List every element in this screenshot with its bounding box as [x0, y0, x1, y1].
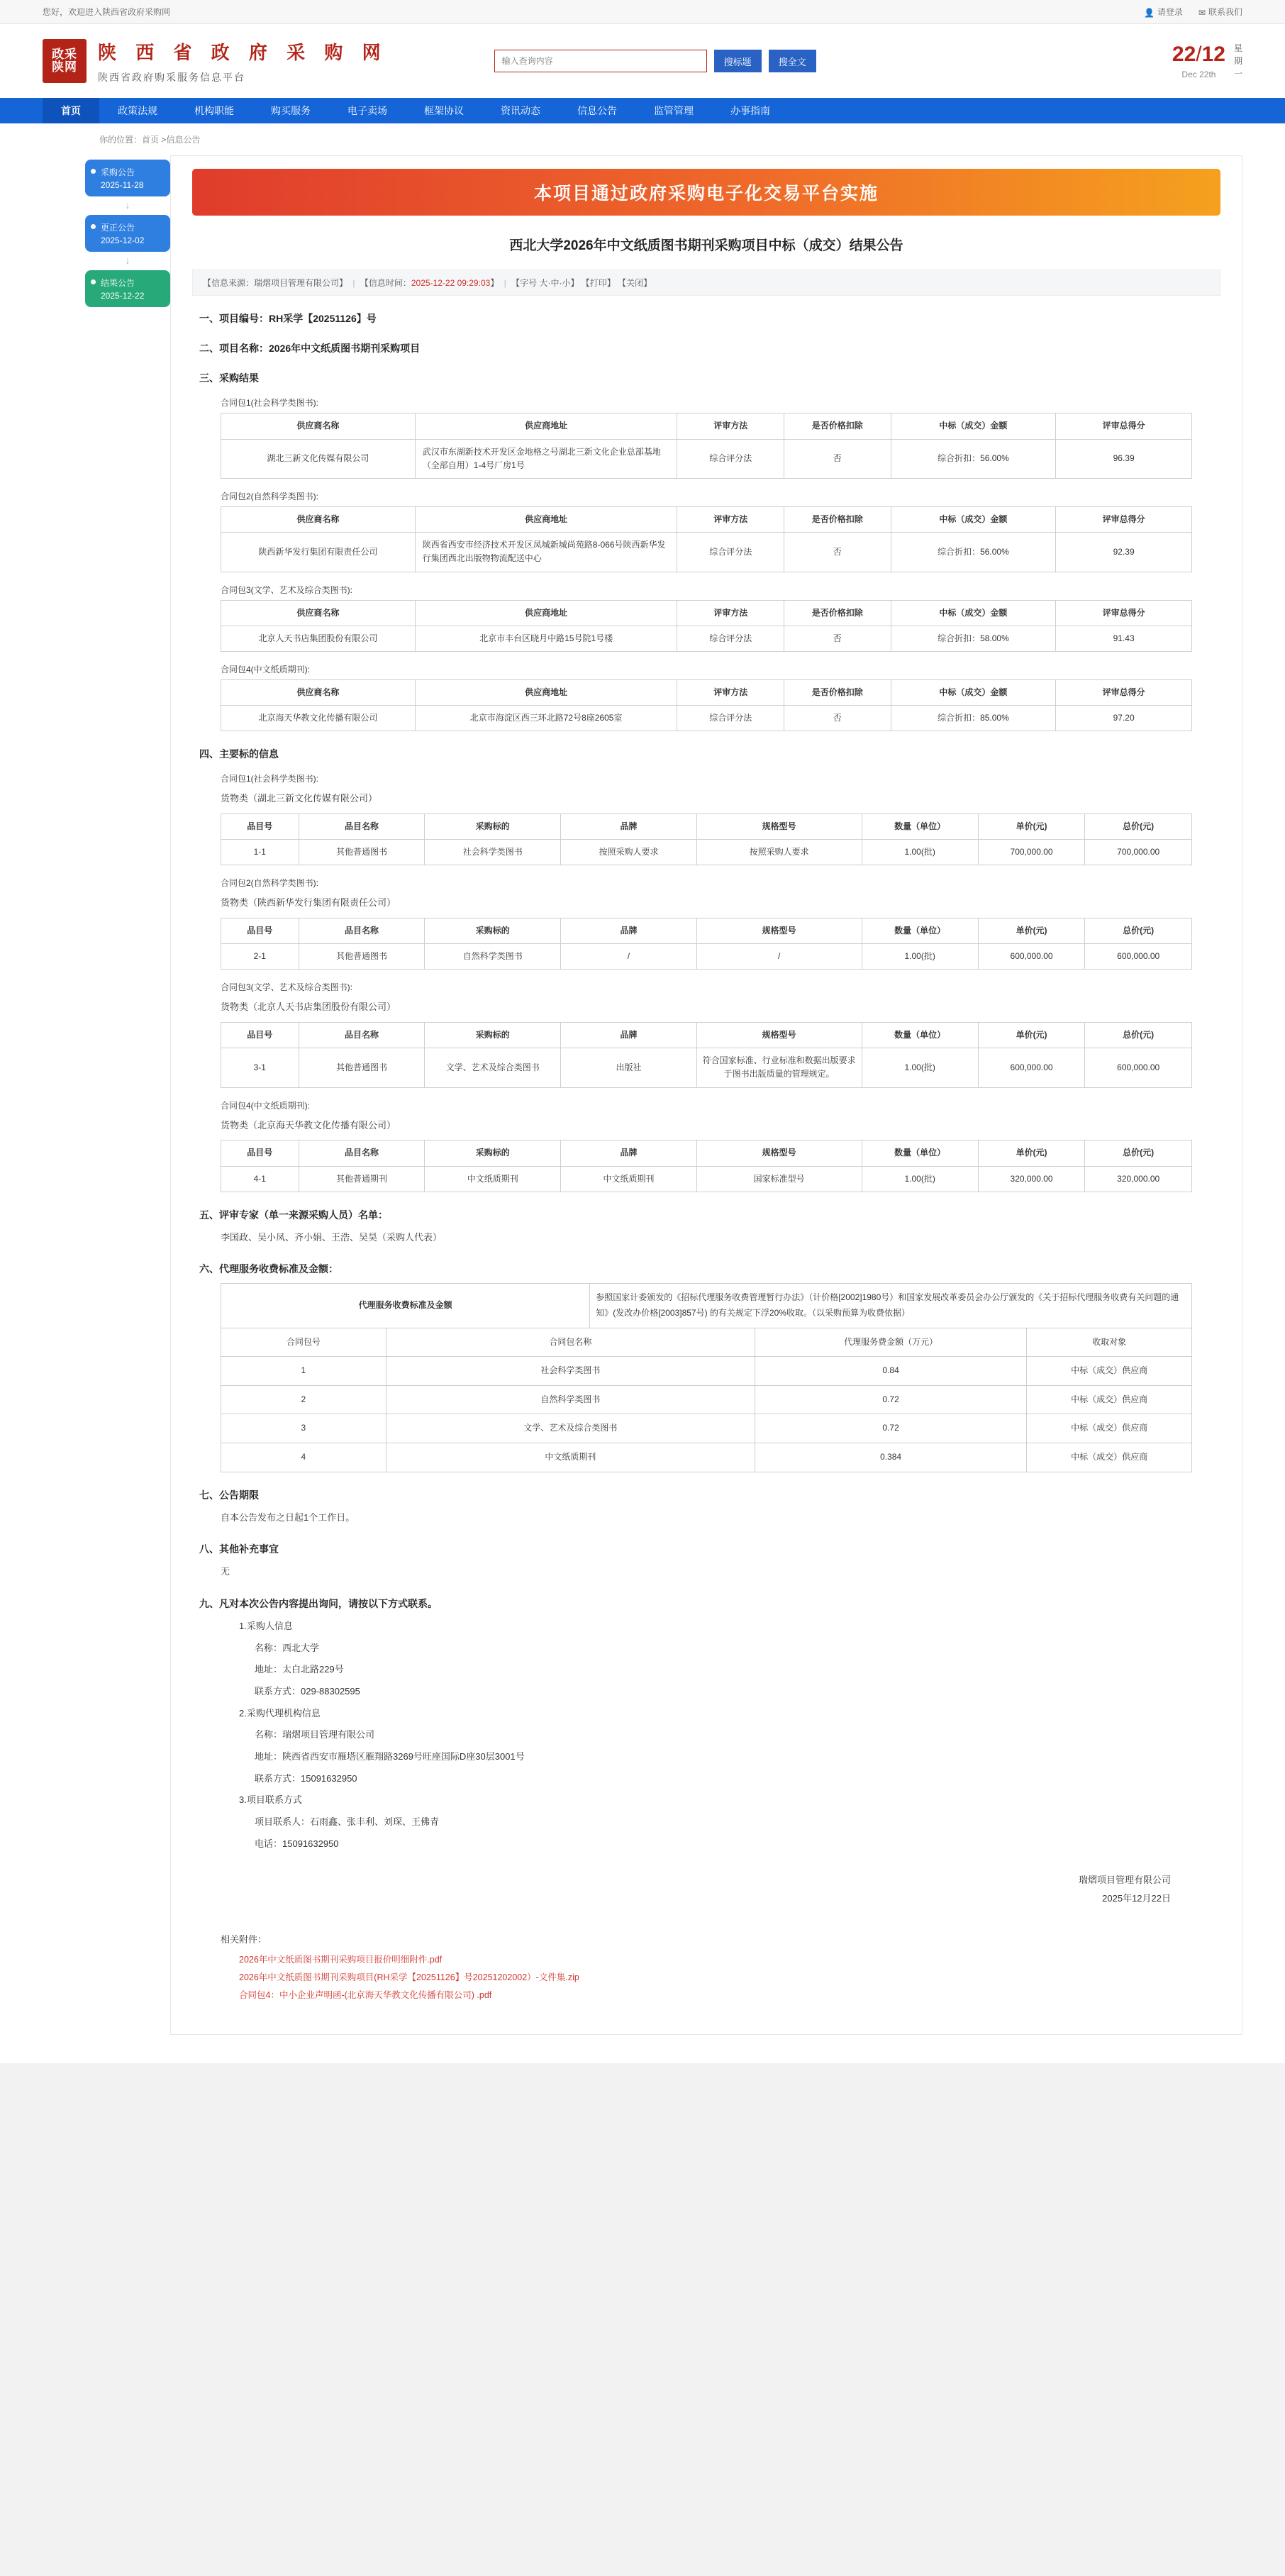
- agency-tel: 联系方式：15091632950: [255, 1772, 357, 1784]
- table-row: [221, 1443, 1192, 1472]
- agency-fee-table: [221, 1283, 1192, 1328]
- arrow-down-icon: ↓: [125, 199, 130, 211]
- date-sub: Dec 22th: [1181, 70, 1216, 79]
- col-supplier-name: 供应商名称: [221, 506, 416, 532]
- col-quantity: 数量（单位）: [862, 814, 978, 839]
- main-nav: [0, 98, 1285, 123]
- cell-quantity: 1.00(批): [862, 944, 978, 970]
- table-row: [221, 840, 1192, 865]
- cell-price-deduction: 否: [784, 533, 891, 572]
- cell-review-method: 综合评分法: [677, 706, 784, 731]
- col-total-price: 总价(元): [1085, 1140, 1192, 1166]
- cell-package-name: 社会科学类图书: [386, 1357, 755, 1386]
- package-caption: 合同包3(文学、艺术及综合类图书):: [221, 584, 353, 595]
- col-supplier-address: 供应商地址: [415, 506, 677, 532]
- cell-spec: 国家标准型号: [696, 1166, 862, 1192]
- col-review-method: 评审方法: [677, 413, 784, 439]
- cell-price-deduction: 否: [784, 626, 891, 651]
- date-widget: [1172, 42, 1242, 80]
- cell-total-score: 92.39: [1056, 533, 1192, 572]
- cell-total-price: 320,000.00: [1085, 1166, 1192, 1192]
- contact-link[interactable]: ✉ 联系我们: [1198, 7, 1242, 18]
- col-total-score: 评审总得分: [1056, 413, 1192, 439]
- section-contact: 九、凡对本次公告内容提出询问，请按以下方式联系。: [199, 1597, 438, 1609]
- section-agency-fee: 六、代理服务收费标准及金额：: [199, 1263, 338, 1275]
- col-price-deduction: 是否价格扣除: [784, 679, 891, 705]
- cell-item-name: 其他普通图书: [299, 1048, 425, 1087]
- sidebar: [43, 155, 170, 2035]
- col-price-deduction: 是否价格扣除: [784, 413, 891, 439]
- cell-package-no: 2: [221, 1385, 386, 1414]
- cell-price-deduction: 否: [784, 439, 891, 478]
- agency-address: 地址：陕西省西安市雁塔区雁翔路3269号旺座国际D座30层3001号: [255, 1751, 525, 1762]
- nav-item-1[interactable]: 政策法规: [118, 105, 157, 116]
- login-link[interactable]: 👤 请登录: [1143, 7, 1183, 18]
- cell-brand: /: [561, 944, 697, 970]
- cell-package-name: 文学、艺术及综合类图书: [386, 1414, 755, 1443]
- table-header-row: [221, 506, 1192, 532]
- col-procurement-target: 采购标的: [425, 1023, 561, 1048]
- meta-source-value: 瑞熠项目管理有限公司: [254, 278, 340, 289]
- cell-item-no: 3-1: [221, 1048, 299, 1087]
- search-area: [494, 50, 816, 72]
- cell-unit-price: 700,000.00: [978, 840, 1085, 865]
- table-header-row: [221, 413, 1192, 439]
- cell-item-no: 2-1: [221, 944, 299, 970]
- section-result: 三、采购结果: [199, 372, 259, 384]
- col-fee-payer: 收取对象: [1027, 1328, 1192, 1357]
- week-value: 期: [1233, 56, 1242, 66]
- col-spec: 规格型号: [696, 814, 862, 839]
- attachment-link-3[interactable]: 合同包4：中小企业声明函-(北京海天华教文化传播有限公司) .pdf: [239, 1990, 492, 2001]
- cell-fee-payer: 中标（成交）供应商: [1027, 1414, 1192, 1443]
- cell-fee-payer: 中标（成交）供应商: [1027, 1357, 1192, 1386]
- envelope-icon: ✉: [1198, 7, 1206, 18]
- cell-procurement-target: 中文纸质期刊: [425, 1166, 561, 1192]
- col-supplier-address: 供应商地址: [415, 600, 677, 626]
- cell-package-name: 中文纸质期刊: [386, 1443, 755, 1472]
- table-row: [221, 626, 1192, 651]
- nav-item-9[interactable]: 办事指南: [730, 105, 770, 116]
- col-unit-price: 单价(元): [978, 814, 1085, 839]
- week-label: 星: [1233, 43, 1242, 53]
- cell-package-name: 自然科学类图书: [386, 1385, 755, 1414]
- cell-brand: 出版社: [561, 1048, 697, 1087]
- date-slash: /: [1196, 43, 1202, 66]
- promo-banner: 本项目通过政府采购电子化交易平台实施: [192, 169, 1220, 216]
- col-item-no: 品目号: [221, 814, 299, 839]
- cell-quantity: 1.00(批): [862, 1166, 978, 1192]
- bullet-icon: [91, 224, 96, 229]
- cell-supplier-name: 湖北三新文化传媒有限公司: [221, 439, 416, 478]
- col-total-price: 总价(元): [1085, 814, 1192, 839]
- top-bar: [0, 0, 1285, 24]
- sidebar-item-label: 更正公告: [101, 223, 135, 233]
- buyer-info-title: 1.采购人信息: [239, 1620, 293, 1631]
- col-review-method: 评审方法: [677, 679, 784, 705]
- col-award-amount: 中标（成交）金额: [891, 413, 1056, 439]
- package-caption: 合同包1(社会科学类图书):: [221, 398, 319, 409]
- cell-fee-amount: 0.72: [755, 1414, 1026, 1443]
- signature-org: 瑞熠项目管理有限公司: [1078, 1875, 1171, 1886]
- table-header-row: [221, 918, 1192, 944]
- attachments-title: 相关附件：: [221, 1934, 267, 1945]
- site-header: [0, 24, 1285, 98]
- cell-supplier-address: 北京市丰台区晓月中路15号院1号楼: [415, 626, 677, 651]
- col-total-price: 总价(元): [1085, 918, 1192, 944]
- table-header-row: [221, 1328, 1192, 1357]
- col-supplier-name: 供应商名称: [221, 413, 416, 439]
- col-package-name: 合同包名称: [386, 1328, 755, 1357]
- notice-period-text: 自本公告发布之日起1个工作日。: [221, 1511, 355, 1523]
- article-panel: [170, 155, 1242, 2035]
- meta-source-label: 【信息来源：: [203, 278, 255, 289]
- sidebar-item-label: 结果公告: [101, 278, 135, 288]
- cell-unit-price: 600,000.00: [978, 1048, 1085, 1087]
- breadcrumb: 你的位置：首页 >信息公告: [0, 123, 1285, 155]
- sidebar-item-label: 采购公告: [101, 167, 135, 177]
- cell-fee-payer: 中标（成交）供应商: [1027, 1443, 1192, 1472]
- cell-review-method: 综合评分法: [677, 533, 784, 572]
- col-total-score: 评审总得分: [1056, 506, 1192, 532]
- cell-supplier-address: 武汉市东湖新技术开发区金地格之号湖北三新文化企业总部基地（全部自用）1-4号厂房1号: [415, 439, 677, 478]
- cell-package-no: 1: [221, 1357, 386, 1386]
- table-row: [221, 1414, 1192, 1443]
- meta-time-label: 【信息时间：: [360, 278, 411, 289]
- col-brand: 品牌: [561, 1140, 697, 1166]
- col-brand: 品牌: [561, 918, 697, 944]
- sidebar-item-result-notice[interactable]: [85, 270, 170, 307]
- col-supplier-name: 供应商名称: [221, 679, 416, 705]
- col-item-name: 品目名称: [299, 1140, 425, 1166]
- meta-close[interactable]: 【关闭】: [618, 278, 652, 289]
- col-unit-price: 单价(元): [978, 918, 1085, 944]
- table-row: [221, 1284, 1192, 1328]
- cell-procurement-target: 自然科学类图书: [425, 944, 561, 970]
- col-quantity: 数量（单位）: [862, 1023, 978, 1048]
- cell-spec: 按照采购人要求: [696, 840, 862, 865]
- col-item-name: 品目名称: [299, 1023, 425, 1048]
- site-title: 陕 西 省 政 府 采 购 网: [98, 41, 388, 63]
- table-header-row: [221, 1140, 1192, 1166]
- buyer-name: 名称：西北大学: [255, 1642, 320, 1653]
- nav-item-3[interactable]: 购买服务: [271, 105, 311, 116]
- col-spec: 规格型号: [696, 1023, 862, 1048]
- col-item-no: 品目号: [221, 918, 299, 944]
- col-procurement-target: 采购标的: [425, 1140, 561, 1166]
- cell-package-no: 3: [221, 1414, 386, 1443]
- signature-date: 2025年12月22日: [1102, 1893, 1171, 1904]
- cell-brand: 按照采购人要求: [561, 840, 697, 865]
- col-award-amount: 中标（成交）金额: [891, 506, 1056, 532]
- table-row: [221, 706, 1192, 731]
- search-all-button[interactable]: 搜全文: [769, 50, 816, 72]
- goods-supplier: 货物类（湖北三新文化传媒有限公司）: [221, 793, 378, 804]
- col-item-name: 品目名称: [299, 814, 425, 839]
- nav-item-6[interactable]: 资讯动态: [501, 105, 540, 116]
- cell-supplier-name: 北京海天华教文化传播有限公司: [221, 706, 416, 731]
- col-item-no: 品目号: [221, 1140, 299, 1166]
- col-supplier-address: 供应商地址: [415, 413, 677, 439]
- col-fee-amount: 代理服务费金额（万元）: [755, 1328, 1026, 1357]
- nav-item-4[interactable]: 电子卖场: [347, 105, 387, 116]
- attachment-link-2[interactable]: 2026年中文纸质图书期刊采购项目(RH采学【20251126】号20251202002）-文件集.zip: [239, 1972, 579, 1983]
- cell-total-price: 600,000.00: [1085, 944, 1192, 970]
- cell-item-name: 其他普通图书: [299, 944, 425, 970]
- table-header-row: [221, 1023, 1192, 1048]
- project-contact-person: 项目联系人：石雨鑫、张丰利、刘琛、王佛青: [255, 1816, 440, 1828]
- meta-print[interactable]: 【打印】: [581, 278, 616, 289]
- meta-font-size[interactable]: 【字号 大·中·小】: [511, 278, 579, 289]
- cell-review-method: 综合评分法: [677, 439, 784, 478]
- result-table-2: [221, 506, 1192, 572]
- meta-time-value: 2025-12-22 09:29:03: [411, 278, 491, 289]
- cell-award-amount: 综合折扣：58.00%: [891, 626, 1056, 651]
- goods-supplier: 货物类（北京人天书店集团股份有限公司）: [221, 1001, 396, 1013]
- nav-item-7[interactable]: 信息公告: [577, 105, 617, 116]
- agency-fee-detail-table: [221, 1328, 1192, 1472]
- col-package-no: 合同包号: [221, 1328, 386, 1357]
- cell-quantity: 1.00(批): [862, 840, 978, 865]
- cell-award-amount: 综合折扣：56.00%: [891, 439, 1056, 478]
- sidebar-item-date: 2025-11-28: [101, 180, 144, 190]
- col-review-method: 评审方法: [677, 600, 784, 626]
- goods-caption: 合同包4(中文纸质期刊):: [221, 1100, 311, 1111]
- cell-fee-payer: 中标（成交）供应商: [1027, 1385, 1192, 1414]
- article-meta: 【信息来源：瑞熠项目管理有限公司】 | 【信息时间：2025-12-22 09:29:03】 | 【字号 大·中·小】 【打印】 【关闭】: [192, 270, 1220, 296]
- fee-note: 参照国家计委颁发的《招标代理服务收费管理暂行办法》（计价格[2002]1980号）和国家发展改革委员会办公厅颁发的《关于招标代理服务收费有关问题的通知》(发改办价格[2003]857号) 的有关规定下浮20%收取。（以采购预算为收费依据）: [590, 1284, 1192, 1328]
- cell-price-deduction: 否: [784, 706, 891, 731]
- nav-item-5[interactable]: 框架协议: [424, 105, 464, 116]
- cell-brand: 中文纸质期刊: [561, 1166, 697, 1192]
- bullet-icon: [91, 279, 96, 284]
- col-award-amount: 中标（成交）金额: [891, 679, 1056, 705]
- goods-table-4: [221, 1140, 1192, 1192]
- cell-total-price: 600,000.00: [1085, 1048, 1192, 1087]
- col-item-no: 品目号: [221, 1023, 299, 1048]
- attachments-list: [199, 1953, 1213, 2001]
- cell-award-amount: 综合折扣：85.00%: [891, 706, 1056, 731]
- nav-item-0[interactable]: 首页: [43, 98, 99, 123]
- table-row: [221, 1357, 1192, 1386]
- col-quantity: 数量（单位）: [862, 918, 978, 944]
- goods-table-3: [221, 1022, 1192, 1088]
- cell-review-method: 综合评分法: [677, 626, 784, 651]
- nav-item-2[interactable]: 机构职能: [194, 105, 234, 116]
- col-supplier-name: 供应商名称: [221, 600, 416, 626]
- page-title: 西北大学2026年中文纸质图书期刊采购项目中标（成交）结果公告: [509, 238, 903, 253]
- sidebar-item-correction-notice[interactable]: [85, 215, 170, 252]
- cell-quantity: 1.00(批): [862, 1048, 978, 1087]
- cell-procurement-target: 文学、艺术及综合类图书: [425, 1048, 561, 1087]
- col-total-score: 评审总得分: [1056, 679, 1192, 705]
- table-header-row: [221, 679, 1192, 705]
- col-brand: 品牌: [561, 814, 697, 839]
- table-row: [221, 944, 1192, 970]
- user-icon: 👤: [1143, 7, 1155, 18]
- table-row: [221, 533, 1192, 572]
- result-table-3: [221, 600, 1192, 652]
- cell-fee-amount: 0.72: [755, 1385, 1026, 1414]
- site-subtitle: 陕西省政府购采服务信息平台: [98, 71, 245, 83]
- cell-item-name: 其他普通期刊: [299, 1166, 425, 1192]
- cell-total-score: 91.43: [1056, 626, 1192, 651]
- cell-total-price: 700,000.00: [1085, 840, 1192, 865]
- cell-unit-price: 600,000.00: [978, 944, 1085, 970]
- other-text: 无: [221, 1566, 230, 1577]
- sidebar-item-date: 2025-12-02: [101, 235, 145, 245]
- cell-procurement-target: 社会科学类图书: [425, 840, 561, 865]
- logo-mark-icon: 政采 陕网: [43, 39, 87, 83]
- table-row: [221, 1385, 1192, 1414]
- col-spec: 规格型号: [696, 918, 862, 944]
- col-procurement-target: 采购标的: [425, 918, 561, 944]
- table-row: [221, 439, 1192, 478]
- experts-list: 李国政、吴小凤、齐小娟、王浩、吴昊（采购人代表）: [221, 1231, 443, 1243]
- project-contact-title: 3.项目联系方式: [239, 1794, 302, 1806]
- col-review-method: 评审方法: [677, 506, 784, 532]
- arrow-down-icon: ↓: [125, 255, 130, 266]
- col-quantity: 数量（单位）: [862, 1140, 978, 1166]
- cell-unit-price: 320,000.00: [978, 1166, 1085, 1192]
- cell-spec: /: [696, 944, 862, 970]
- sidebar-item-purchase-notice[interactable]: [85, 160, 170, 196]
- cell-fee-amount: 0.384: [755, 1443, 1026, 1472]
- week-day: 一: [1233, 69, 1242, 79]
- date-month: 12: [1201, 43, 1225, 66]
- col-item-name: 品目名称: [299, 918, 425, 944]
- cell-total-score: 97.20: [1056, 706, 1192, 731]
- cell-fee-amount: 0.84: [755, 1357, 1026, 1386]
- col-unit-price: 单价(元): [978, 1140, 1085, 1166]
- col-price-deduction: 是否价格扣除: [784, 506, 891, 532]
- cell-supplier-address: 陕西省西安市经济技术开发区凤城新城尚苑路8-066号陕西新华发行集团西北出版物物流配送中心: [415, 533, 677, 572]
- nav-item-8[interactable]: 监管管理: [654, 105, 694, 116]
- cell-item-no: 4-1: [221, 1166, 299, 1192]
- package-caption: 合同包4(中文纸质期刊):: [221, 664, 311, 674]
- goods-caption: 合同包3(文学、艺术及综合类图书):: [221, 982, 353, 993]
- table-header-row: [221, 814, 1192, 839]
- goods-supplier: 货物类（陕西新华发行集团有限责任公司）: [221, 897, 396, 909]
- goods-caption: 合同包1(社会科学类图书):: [221, 774, 319, 784]
- attachment-link-1[interactable]: 2026年中文纸质图书期刊采购项目报价明细附件.pdf: [239, 1955, 443, 1965]
- table-row: [221, 1048, 1192, 1087]
- table-row: [221, 1166, 1192, 1192]
- greeting-text: 您好，欢迎进入陕西省政府采购网: [43, 7, 171, 17]
- cell-supplier-address: 北京市海淀区西三环北路72号8座2605室: [415, 706, 677, 731]
- result-table-4: [221, 679, 1192, 731]
- col-total-price: 总价(元): [1085, 1023, 1192, 1048]
- col-unit-price: 单价(元): [978, 1023, 1085, 1048]
- cell-total-score: 96.39: [1056, 439, 1192, 478]
- package-caption: 合同包2(自然科学类图书):: [221, 491, 319, 501]
- col-supplier-address: 供应商地址: [415, 679, 677, 705]
- date-day: 22: [1172, 43, 1196, 66]
- buyer-address: 地址：太白北路229号: [255, 1664, 344, 1675]
- section-goods: 四、主要标的信息: [199, 748, 279, 760]
- section-other: 八、其他补充事宜: [199, 1543, 279, 1555]
- sidebar-item-date: 2025-12-22: [101, 291, 145, 301]
- fee-left-header: 代理服务收费标准及金额: [221, 1284, 590, 1328]
- col-award-amount: 中标（成交）金额: [891, 600, 1056, 626]
- search-input[interactable]: [494, 50, 707, 72]
- buyer-tel: 联系方式：029-88302595: [255, 1685, 360, 1697]
- cell-package-no: 4: [221, 1443, 386, 1472]
- col-procurement-target: 采购标的: [425, 814, 561, 839]
- col-spec: 规格型号: [696, 1140, 862, 1166]
- agency-info-title: 2.采购代理机构信息: [239, 1707, 321, 1719]
- section-experts: 五、评审专家（单一来源采购人员）名单：: [199, 1209, 388, 1221]
- col-brand: 品牌: [561, 1023, 697, 1048]
- agency-name: 名称：瑞熠项目管理有限公司: [255, 1729, 375, 1741]
- col-price-deduction: 是否价格扣除: [784, 600, 891, 626]
- bullet-icon: [91, 169, 96, 174]
- section-project-name: 二、项目名称：2026年中文纸质图书期刊采购项目: [199, 343, 421, 355]
- goods-table-1: [221, 814, 1192, 865]
- result-table-1: [221, 413, 1192, 479]
- cell-supplier-name: 北京人天书店集团股份有限公司: [221, 626, 416, 651]
- goods-caption: 合同包2(自然科学类图书):: [221, 878, 319, 889]
- goods-table-2: [221, 918, 1192, 970]
- goods-supplier: 货物类（北京海天华教文化传播有限公司）: [221, 1119, 396, 1131]
- cell-award-amount: 综合折扣：56.00%: [891, 533, 1056, 572]
- project-contact-tel: 电话：15091632950: [255, 1838, 339, 1849]
- col-total-score: 评审总得分: [1056, 600, 1192, 626]
- table-header-row: [221, 600, 1192, 626]
- section-notice-period: 七、公告期限: [199, 1489, 259, 1501]
- section-project-code: 一、项目编号：RH采学【20251126】号: [199, 313, 377, 325]
- cell-item-no: 1-1: [221, 840, 299, 865]
- cell-spec: 符合国家标准、行业标准和数据出版要求于图书出版质量的管理规定。: [696, 1048, 862, 1087]
- cell-item-name: 其他普通图书: [299, 840, 425, 865]
- search-title-button[interactable]: 搜标题: [714, 50, 762, 72]
- cell-supplier-name: 陕西新华发行集团有限责任公司: [221, 533, 416, 572]
- site-logo[interactable]: [43, 38, 388, 84]
